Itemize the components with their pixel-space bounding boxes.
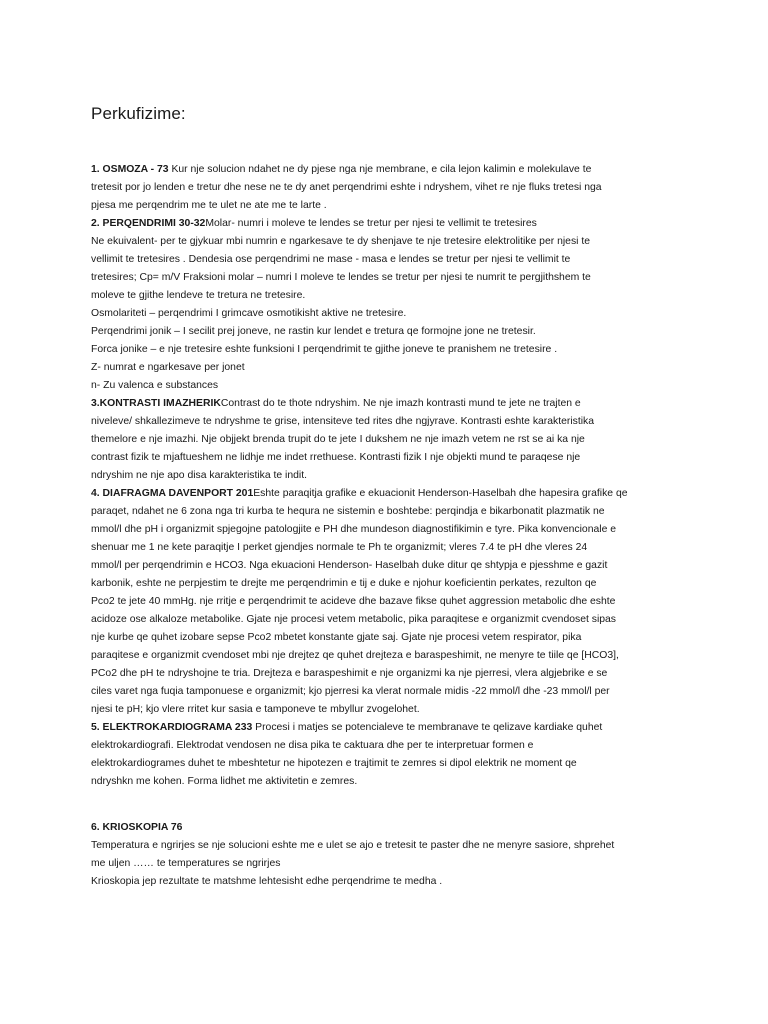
page-title: Perkufizime: — [91, 104, 186, 123]
text-line: mmol/l dhe pH i organizmit spjegojne patologjite e PH dhe mundeson diagnostifikimin e tyre. Pika konvencionale e — [91, 524, 617, 535]
text-line: Perqendrimi jonik – I secilit prej joneve, ne rastin kur lendet e tretura qe formojne jone ne tretesir. — [91, 326, 536, 337]
text-line: ndryshkn me kohen. Forma lidhet me aktivitetin e zemres. — [91, 776, 358, 787]
text-line: tretesires; Cp= m/V Fraksioni molar – numri I moleve te lendes se tretur per njesi te numrit te pergjithshem te — [91, 272, 591, 283]
text-line: Eshte paraqitja grafike e ekuacionit Henderson-Haselbah dhe hapesira grafike qe — [253, 488, 628, 499]
text-line: vellimit te tretesires . Dendesia ose perqendrimi ne mase - masa e lendes se tretur per njesi te vellimit te — [91, 254, 571, 265]
kontrasti-line — [91, 395, 685, 413]
text-line: me uljen …… te temperatures se ngrirjes — [91, 858, 281, 869]
section-heading-osmoza: 1. OSMOZA - 73 — [91, 164, 169, 175]
section-heading-perqendrimi: 2. PERQENDRIMI 30-32 — [91, 218, 206, 229]
text-line: nje kurbe qe quhet izobare sepse Pco2 mbetet konstante gjate saj. Gjate nje procesi vetem respirator, pika — [91, 632, 582, 643]
section-heading-elektrokardiograma: 5. ELEKTROKARDIOGRAMA 233 — [91, 722, 253, 733]
osmoza-line — [91, 161, 685, 179]
krioskopia-heading-line — [91, 819, 685, 837]
text-line: Pco2 te jete 40 mmHg. nje rritje e perqendrimit te acideve dhe bazave fikse quhet aggression metabolic dhe eshte — [91, 596, 616, 607]
text-line: paraqet, ndahet ne 6 zona nga tri kurba te hequra ne sistemin e boshtebe: perqindja e bikarbonatit plazmatik ne — [91, 506, 605, 517]
text-line: themelore e nje imazhi. Nje objjekt brenda trupit do te jete I dukshem ne nje imazh vetem ne rst se ai ka nje — [91, 434, 585, 445]
text-line: shenuar me 1 ne kete paraqitje I perket gjendjes normale te Ph te organizmit; vleres 7.4 te pH dhe vleres 24 — [91, 542, 588, 553]
text-line: PCo2 dhe pH te ndryshojne te tria. Drejteza e baraspeshimit e nje organizmi ka nje pjerresi, vlera algjebrike e se — [91, 668, 608, 679]
spacer — [91, 809, 685, 819]
text-line: Procesi i matjes se potencialeve te membranave te qelizave kardiake quhet — [252, 722, 603, 733]
elektrokardiograma-line — [91, 719, 685, 737]
text-line: njesi te pH; kjo vlere rritet kur sasia e tamponeve te mbyllur zvogelohet. — [91, 704, 420, 715]
text-line: paraqitese e organizmit cvendoset mbi nje drejtez qe quhet drejteza e baraspeshimit, ne menyre te tiile qe [HCO3], — [91, 650, 619, 661]
text-line: Contrast do te thote ndryshim. Ne nje imazh kontrasti mund te jete ne trajten e — [220, 398, 581, 409]
text-line: niveleve/ shkallezimeve te ndryshme te grise, intensiteve ted rites dhe ngjyrave. Kontrasti eshte karakteristika — [91, 416, 595, 427]
text-line: elektrokardiogrames duhet te mbeshtetur ne hipotezen e trajtimit te zemres si dipol elektrik ne moment qe — [91, 758, 577, 769]
text-line: Z- numrat e ngarkesave per jonet — [91, 362, 245, 373]
text-line: Kur nje solucion ndahet ne dy pjese nga nje membrane, e cila lejon kalimin e molekulave te — [168, 164, 592, 175]
text-line: acidoze ose alkaloze metabolike. Gjate nje procesi vetem metabolic, pika paraqitese e organizmit cvendoset sipas — [91, 614, 617, 625]
text-line: mmol/l per perqendrimin e HCO3. Nga ekuacioni Henderson- Haselbah duke ditur qe shtypja e pjesshme e gazit — [91, 560, 608, 571]
text-line: moleve te gjithe lendeve te tretura ne tretesire. — [91, 290, 306, 301]
text-line: elektrokardiografi. Elektrodat vendosen ne disa pika te caktuara dhe per te interpretuar formen e — [91, 740, 534, 751]
text-line: Molar- numri i moleve te lendes se tretur per njesi te vellimit te tretesires — [205, 218, 537, 229]
text-line: ciles varet nga fuqia tamponuese e organizmit; kjo pjerresi ka vlerat normale midis -22 mmol/l dhe -23 mmol/l per — [91, 686, 610, 697]
text-line: Forca jonike – e nje tretesire eshte funksioni I perqendrimit te gjithe joneve te pranishem ne tretesire . — [91, 344, 558, 355]
text-line: contrast fizik te mjaftueshem ne lidhje me indet rrethuese. Kontrasti fizik I nje objekti mund te paraqese nje — [91, 452, 581, 463]
perqendrimi-line — [91, 215, 685, 233]
text-line: Temperatura e ngrirjes se nje solucioni eshte me e ulet se ajo e tretesit te paster dhe ne menyre sasiore, shprehet — [91, 840, 615, 851]
text-line: pjesa me perqendrim me te ulet ne ate me te larte . — [91, 200, 327, 211]
text-line: Ne ekuivalent- per te gjykuar mbi numrin e ngarkesave te dy shenjave te nje tretesire elektrolitike per njesi te — [91, 236, 590, 247]
section-heading-krioskopia: 6. KRIOSKOPIA 76 — [91, 822, 183, 833]
text-line: n- Zu valenca e substances — [91, 380, 219, 391]
diafragma-line — [91, 485, 685, 503]
spacer — [91, 791, 685, 809]
text-line: Krioskopia jep rezultate te matshme lehtesisht edhe perqendrime te medha . — [91, 876, 443, 887]
section-heading-diafragma: 4. DIAFRAGMA DAVENPORT 201 — [91, 488, 254, 499]
text-line: tretesit por jo lenden e tretur dhe nese ne te dy anet perqendrimi eshte i ndryshem, vihet re nje fluks tretesi nga — [91, 182, 602, 193]
section-heading-kontrasti: 3.KONTRASTI IMAZHERIK — [91, 398, 221, 409]
text-line: karbonik, eshte ne perpjestim te drejte me perqendrimin e tij e duke e njohur koeficientin perkates, rezulton qe — [91, 578, 597, 589]
document-body — [91, 161, 685, 891]
text-line: Osmolariteti – perqendrimi I grimcave osmotikisht aktive ne tretesire. — [91, 308, 407, 319]
text-line: ndryshim ne nje apo disa karakteristika te indit. — [91, 470, 308, 481]
